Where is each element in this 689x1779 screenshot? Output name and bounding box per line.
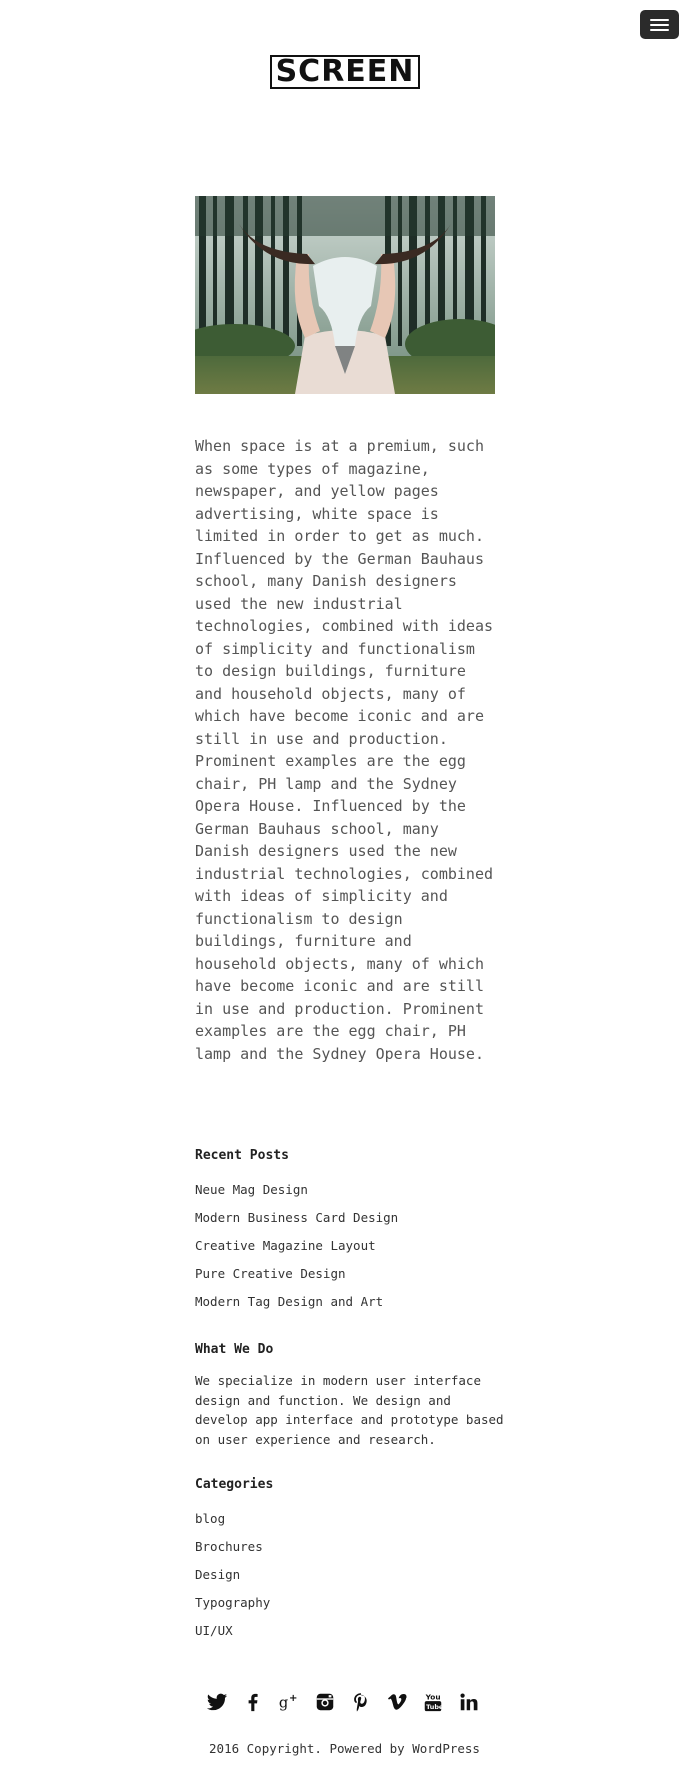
- categories-title: Categories: [195, 1477, 274, 1492]
- recent-posts-list: [195, 1176, 505, 1316]
- what-we-do-title: What We Do: [195, 1342, 274, 1357]
- linkedin-icon[interactable]: [457, 1690, 481, 1714]
- svg-text:Tube: Tube: [426, 1702, 444, 1711]
- categories-widget: [195, 1475, 505, 1645]
- recent-post-link[interactable]: Modern Business Card Design: [195, 1210, 399, 1225]
- vimeo-icon[interactable]: [385, 1690, 409, 1714]
- recent-post-link[interactable]: Creative Magazine Layout: [195, 1238, 376, 1253]
- category-link-design[interactable]: Design: [195, 1567, 241, 1582]
- svg-text:g: g: [278, 1694, 289, 1712]
- what-we-do-text: We specialize in modern user interface design and function. We design and develop app interface and prototype based on user experience and research.: [195, 1373, 504, 1447]
- site-logo[interactable]: [270, 55, 420, 89]
- recent-post-link[interactable]: Modern Tag Design and Art: [195, 1294, 384, 1309]
- hamburger-menu-icon-bar: [650, 24, 669, 26]
- hamburger-menu-icon: [650, 19, 669, 21]
- what-we-do-widget: [195, 1340, 505, 1449]
- category-link-brochures[interactable]: Brochures: [195, 1539, 263, 1554]
- categories-list: [195, 1505, 505, 1645]
- category-link-typography[interactable]: Typography: [195, 1595, 271, 1610]
- hamburger-menu-icon-bar: [650, 29, 669, 31]
- pinterest-icon[interactable]: [349, 1690, 373, 1714]
- facebook-icon[interactable]: [241, 1690, 265, 1714]
- twitter-icon[interactable]: [205, 1690, 229, 1714]
- youtube-icon[interactable]: [421, 1690, 445, 1714]
- featured-image: [195, 196, 495, 394]
- category-link-ui-ux[interactable]: UI/UX: [195, 1623, 233, 1638]
- instagram-icon[interactable]: [313, 1690, 337, 1714]
- recent-post-link[interactable]: Neue Mag Design: [195, 1182, 308, 1197]
- article-body: When space is at a premium, such as some types of magazine, newspaper, and yellow pages advertising, white space is limited in order to get as much. Influenced by the German Bauhaus school, many Danish designers used the new industrial technologies, combined with ideas of simplicity and functionalism to design buildings, furniture and household objects, many of which have become iconic and are still in use and production. Prominent examples are the egg chair, PH lamp and the Sydney Opera House. Influenced by the German Bauhaus school, many Danish designers used the new industrial technologies, combined with ideas of simplicity and functionalism to design buildings, furniture and household objects, many of which have become iconic and are still in use and production. Prominent examples are the egg chair, PH lamp and the Sydney Opera House.: [195, 437, 494, 1063]
- recent-posts-widget: [195, 1146, 505, 1316]
- svg-text:+: +: [289, 1693, 298, 1705]
- recent-post-link[interactable]: Pure Creative Design: [195, 1266, 346, 1281]
- category-link-blog[interactable]: blog: [195, 1511, 226, 1526]
- site-logo-text: SCREEN: [275, 54, 415, 89]
- footer-copyright: 2016 Copyright. Powered by WordPress: [209, 1741, 480, 1756]
- social-links: [205, 1690, 481, 1718]
- menu-toggle-button[interactable]: [640, 10, 679, 39]
- google-plus-icon[interactable]: [277, 1690, 301, 1714]
- svg-text:You: You: [425, 1692, 441, 1702]
- recent-posts-title: Recent Posts: [195, 1148, 289, 1163]
